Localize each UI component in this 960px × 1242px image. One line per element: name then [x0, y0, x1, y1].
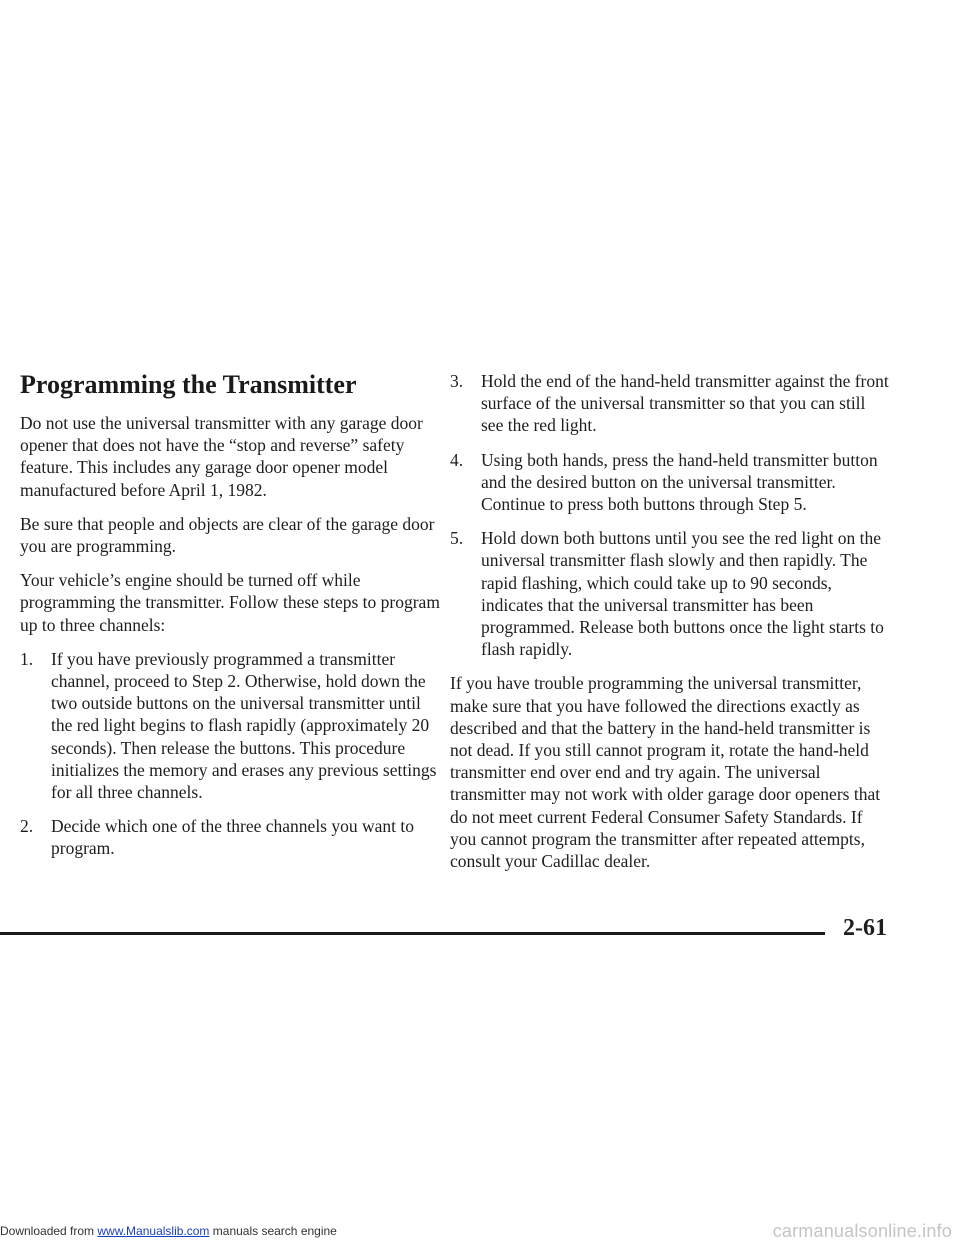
step-5 — [450, 527, 890, 660]
troubleshooting-paragraph: If you have trouble programming the universal transmitter, make sure that you have followed the directions exactly as described and that the battery in the hand-held transmitter is not dead. If you still cannot program it, rotate the hand-held transmitter end over end and try again. The universal transmitter may not work with older garage door openers that do not meet current Federal Consumer Safety Standards. If you cannot program the transmitter after repeated attempts, consult your Cadillac dealer. — [450, 673, 881, 872]
step-text: Using both hands, press the hand-held transmitter button and the desired button on the universal transmitter. Continue to press both buttons through Step 5. — [481, 449, 878, 515]
step-text: Decide which one of the three channels you want to program. — [51, 816, 414, 859]
clearance-paragraph: Be sure that people and objects are clear of the garage door you are programming. — [20, 513, 435, 557]
left-column — [20, 370, 440, 872]
step-4 — [450, 449, 890, 516]
manualslib-link[interactable]: www.Manualslib.com — [97, 1224, 210, 1238]
download-footer — [0, 1224, 337, 1238]
step-number: 5. — [450, 528, 464, 549]
footer-rule — [0, 932, 825, 935]
step-number: 3. — [450, 371, 464, 391]
right-column — [450, 370, 890, 884]
section-heading: Programming the Transmitter — [20, 370, 357, 399]
step-number: 2. — [20, 816, 34, 837]
page-number: 2-61 — [843, 915, 887, 941]
step-text: If you have previously programmed a transmitter channel, proceed to Step 2. Otherwise, hold down the two outside buttons on the universal transmitter until the red light begins to flash rapidly (approximately 20 seconds). Then release the buttons. This procedure initializes the memory and erases any previous settings for all three channels. — [51, 648, 437, 803]
footer-suffix: manuals search engine — [209, 1224, 337, 1238]
footer-prefix: Downloaded from — [0, 1224, 98, 1238]
step-1 — [20, 648, 440, 803]
step-number: 4. — [450, 449, 464, 470]
warning-paragraph: Do not use the universal transmitter with any garage door opener that does not have the “stop and reverse” safety feature. This includes any garage door opener model manufactured before April 1, 1982. — [20, 413, 423, 500]
step-2 — [20, 815, 440, 859]
step-number: 1. — [20, 648, 34, 669]
watermark: carmanualsonline.info — [772, 1221, 952, 1241]
engine-off-paragraph: Your vehicle’s engine should be turned off while programming the transmitter. Follow these steps to program up to three channels: — [20, 570, 440, 635]
step-text: Hold the end of the hand-held transmitter against the front surface of the universal transmitter so that you can still see the red light. — [481, 371, 889, 436]
step-3 — [450, 370, 890, 437]
step-text: Hold down both buttons until you see the red light on the universal transmitter flash slowly and then rapidly. The rapid flashing, which could take up to 90 seconds, indicates that the universal transmitter has been programmed. Release both buttons once the light starts to flash rapidly. — [481, 528, 884, 660]
